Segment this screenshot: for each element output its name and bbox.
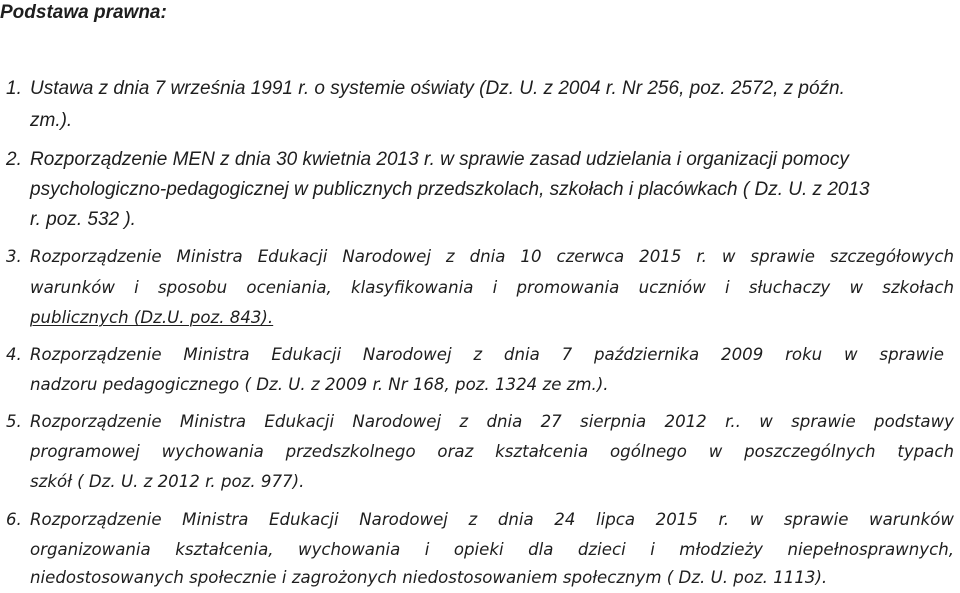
item-text-line: nadzoru pedagogicznego ( Dz. U. z 2009 r. Nr 168, poz. 1324 ze zm.).: [30, 375, 609, 394]
item-text-line: Rozporządzenie Ministra Edukacji Narodowej z dnia 27 sierpnia 2012 r.. w sprawie podstawy: [30, 412, 954, 431]
item-number: 1.: [6, 78, 22, 99]
item-text-line: zm.).: [30, 110, 73, 131]
item-number: 2.: [6, 149, 22, 170]
page-heading: Podstawa prawna:: [0, 2, 167, 23]
item-number: 4.: [6, 345, 22, 364]
item-number: 6.: [6, 510, 22, 529]
item-text-line: Rozporządzenie Ministra Edukacji Narodowej z dnia 7 października 2009 roku w sprawie: [30, 345, 944, 364]
item-text-line: organizowania kształcenia, wychowania i opieki dla dzieci i młodzieży niepełnosprawnych,: [30, 540, 954, 559]
item-text-line: programowej wychowania przedszkolnego oraz kształcenia ogólnego w poszczególnych typach: [30, 442, 954, 461]
item-number: 3.: [6, 247, 22, 266]
item-text-line: psychologiczno-pedagogicznej w publicznych przedszkolach, szkołach i placówkach ( Dz. U. z 2013: [30, 179, 870, 200]
item-text-line: szkół ( Dz. U. z 2012 r. poz. 977).: [30, 472, 305, 491]
item-text-line: Rozporządzenie Ministra Edukacji Narodowej z dnia 24 lipca 2015 r. w sprawie warunków: [30, 510, 954, 529]
item-text-line: warunków i sposobu oceniania, klasyfikowania i promowania uczniów i słuchaczy w szkołach: [30, 278, 954, 297]
item-number: 5.: [6, 412, 22, 431]
item-text-line: niedostosowanych społecznie i zagrożonych niedostosowaniem społecznym ( Dz. U. poz. 1113).: [30, 568, 828, 587]
item-text-line: Rozporządzenie MEN z dnia 30 kwietnia 2013 r. w sprawie zasad udzielania i organizacji pomocy: [30, 149, 849, 170]
item-text-line: Rozporządzenie Ministra Edukacji Narodowej z dnia 10 czerwca 2015 r. w sprawie szczegółowych: [30, 247, 954, 266]
item-text-line: r. poz. 532 ).: [30, 209, 136, 230]
item-text-line: publicznych (Dz.U. poz. 843).: [30, 308, 274, 327]
item-text-line: Ustawa z dnia 7 września 1991 r. o systemie oświaty (Dz. U. z 2004 r. Nr 256, poz. 2572, z późn.: [30, 78, 845, 99]
